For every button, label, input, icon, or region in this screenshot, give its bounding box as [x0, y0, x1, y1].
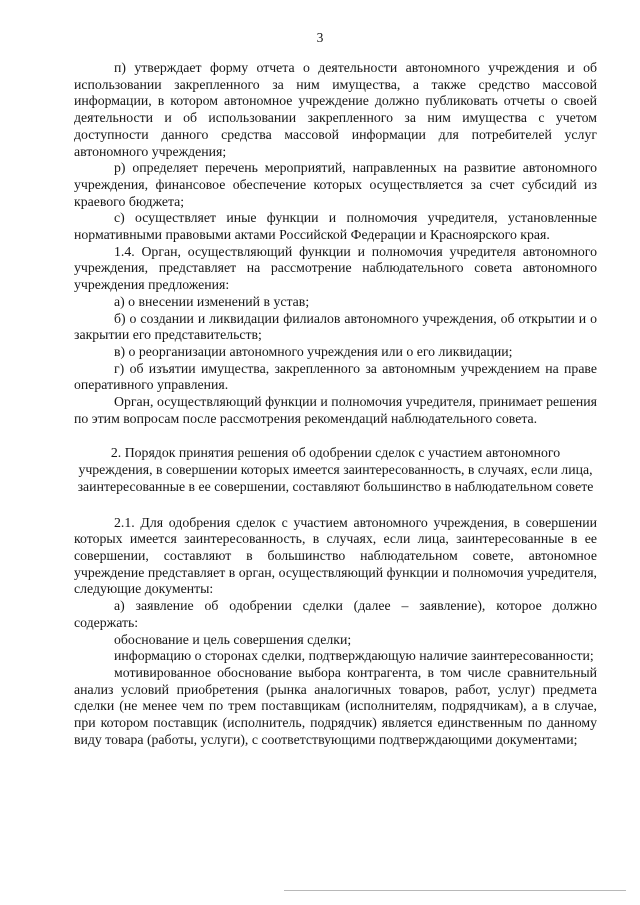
list-item-parties-info: информацию о сторонах сделки, подтверждающую наличие заинтересованности;: [114, 648, 594, 664]
paragraph-2-1: 2.1. Для одобрения сделок с участием автономного учреждения, в совершении которых имеется заинтересованность, в случаях, если лица, заинтересованные в ее совершении, составляют в большинство наблюдательном совете, автономное учреждение представляет в орган, осуществляющий функции и полномочия учредителя, следующие документы:: [74, 514, 597, 597]
section-heading: 2. Порядок принятия решения об одобрении сделок с участием автономного учреждения, в совершении которых имеется заинтересованность, в случаях, если лица, заинтересованные в ее совершении, составляют большинство в наблюдательном совете: [77, 445, 594, 494]
bottom-rule: [284, 890, 626, 891]
paragraph-1-4: 1.4. Орган, осуществляющий функции и полномочия учредителя автономного учреждения, представляет на рассмотрение наблюдательного совета автономного учреждения предложения:: [74, 243, 597, 293]
paragraph-1-4-b: б) о создании и ликвидации филиалов автономного учреждения, об открытии и о закрытии его представительств;: [74, 310, 597, 343]
page-number: 3: [316, 30, 324, 45]
paragraph-2-1-a: а) заявление об одобрении сделки (далее – заявление), которое должно содержать:: [74, 598, 597, 630]
list-item-justification: обоснование и цель совершения сделки;: [114, 631, 352, 647]
document-body: [74, 60, 597, 748]
paragraph-r: р) определяет перечень мероприятий, направленных на развитие автономного учреждения, финансовое обеспечение которых осуществляется за счет субсидий из краевого бюджета;: [74, 160, 597, 209]
list-item-counterparty-justification: мотивированное обоснование выбора контрагента, в том числе сравнительный анализ условий приобретения (рынка аналогичных товаров, работ, услуг) предмета сделки (не менее чем по трем поставщикам (исполнителям, подрядчикам), а в случае, при котором поставщик (исполнитель, подрядчик) является единственным по данному виду товара (работы, услуги), с соответствующими подтверждающими документами;: [74, 664, 597, 747]
paragraph-1-4-a: а) о внесении изменений в устав;: [114, 293, 310, 309]
paragraph-1-4-v: в) о реорганизации автономного учреждения или о его ликвидации;: [114, 343, 513, 359]
paragraph-1-4-g: г) об изъятии имущества, закрепленного за автономным учреждением на праве оперативного управления.: [74, 360, 597, 393]
paragraph-p: п) утверждает форму отчета о деятельности автономного учреждения и об использовании закрепленного за ним имущества, а также средство массовой информации, в котором автономное учреждение должно публиковать отчеты о своей деятельности и об использовании закрепленного за ним имущества с учетом доступности данного средства массовой информации для потребителей услуг автономного учреждения;: [74, 60, 597, 159]
paragraph-founder-decision: Орган, осуществляющий функции и полномочия учредителя, принимает решения по этим вопросам после рассмотрения рекомендаций наблюдательного совета.: [74, 394, 597, 426]
paragraph-s: с) осуществляет иные функции и полномочия учредителя, установленные нормативными правовыми актами Российской Федерации и Красноярского края.: [74, 210, 597, 243]
